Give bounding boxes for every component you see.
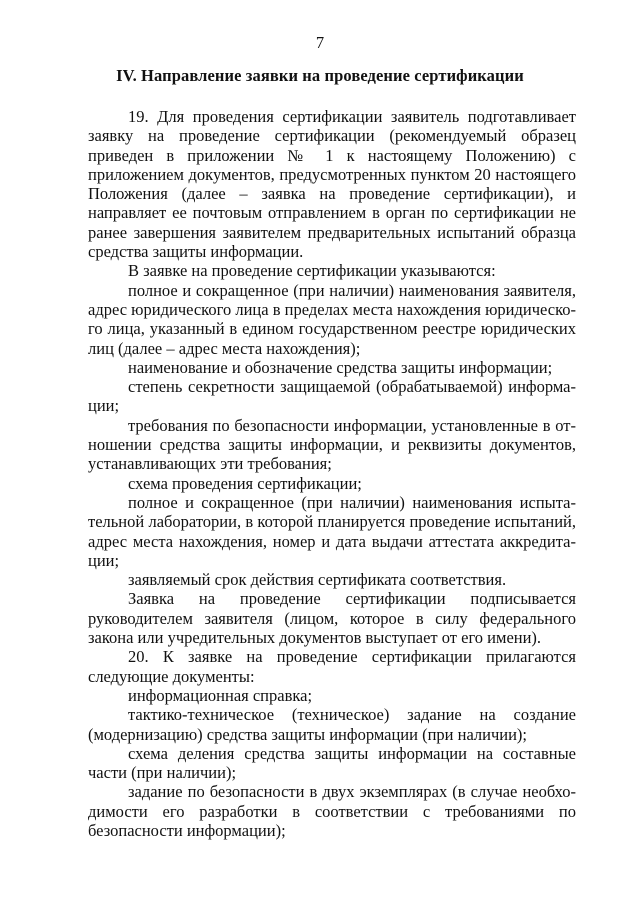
list-item-decomposition-scheme: схема деления средства защиты информации на составные части (при наличии);	[88, 743, 576, 783]
list-item-technical-task: тактико-техническое (техническое) задание на создание (модернизацию) средства защиты информации (при наличии);	[88, 705, 576, 744]
paragraph-20: 20. К заявке на проведение сертификации прилагаются следующие документы:	[88, 647, 576, 686]
list-item-certification-scheme: схема проведения сертификации;	[128, 473, 362, 493]
list-item-applicant-name: полное и сокращенное (при наличии) наименования заявителя, адрес юридического лица в пределах места нахождения юридического лица, указанный в едином государственном реестре юридических лиц (далее – адрес места нахождения);	[88, 280, 576, 358]
list-item-security-requirements: требования по безопасности информации, установленные в отношении средства защиты информации, и реквизиты документов, устанавливающих эти требования;	[88, 415, 576, 474]
page-number: 7	[315, 33, 325, 52]
paragraph-19: 19. Для проведения сертификации заявитель подготавливает заявку на проведение сертификации (рекомендуемый образец приведен в приложении № 1 к настоящему Положению) с приложением документов, предусмотренных пунктом 20 настоящего Положения (далее – заявка на проведение сертификации), и направляет ее почтовым отправлением в орган по сертификации не ранее завершения заявителем предварительных испытаний образца средства защиты информации.	[88, 107, 576, 262]
list-item-testing-lab: полное и сокращенное (при наличии) наименования испытательной лаборатории, в которой планируется проведение испытаний, адрес места нахождения, номер и дата выдачи аттестата аккредитации;	[88, 492, 576, 570]
body-text	[88, 107, 576, 840]
list-item-info-reference: информационная справка;	[128, 685, 313, 705]
paragraph-application-contents-intro: В заявке на проведение сертификации указываются:	[128, 261, 496, 281]
list-item-secrecy-level: степень секретности защищаемой (обрабатываемой) информации;	[88, 377, 576, 416]
list-item-security-target: задание по безопасности в двух экземплярах (в случае необходимости его разработки в соответствии с требованиями по безопасности информации);	[88, 782, 576, 840]
paragraph-application-signature: Заявка на проведение сертификации подписывается руководителем заявителя (лицом, которое в силу федерального закона или учредительных документов выступает от его имени).	[88, 589, 576, 648]
list-item-product-name: наименование и обозначение средства защиты информации;	[128, 357, 553, 377]
section-heading: IV. Направление заявки на проведение сертификации	[116, 66, 524, 85]
list-item-certificate-term: заявляемый срок действия сертификата соответствия.	[128, 570, 507, 590]
